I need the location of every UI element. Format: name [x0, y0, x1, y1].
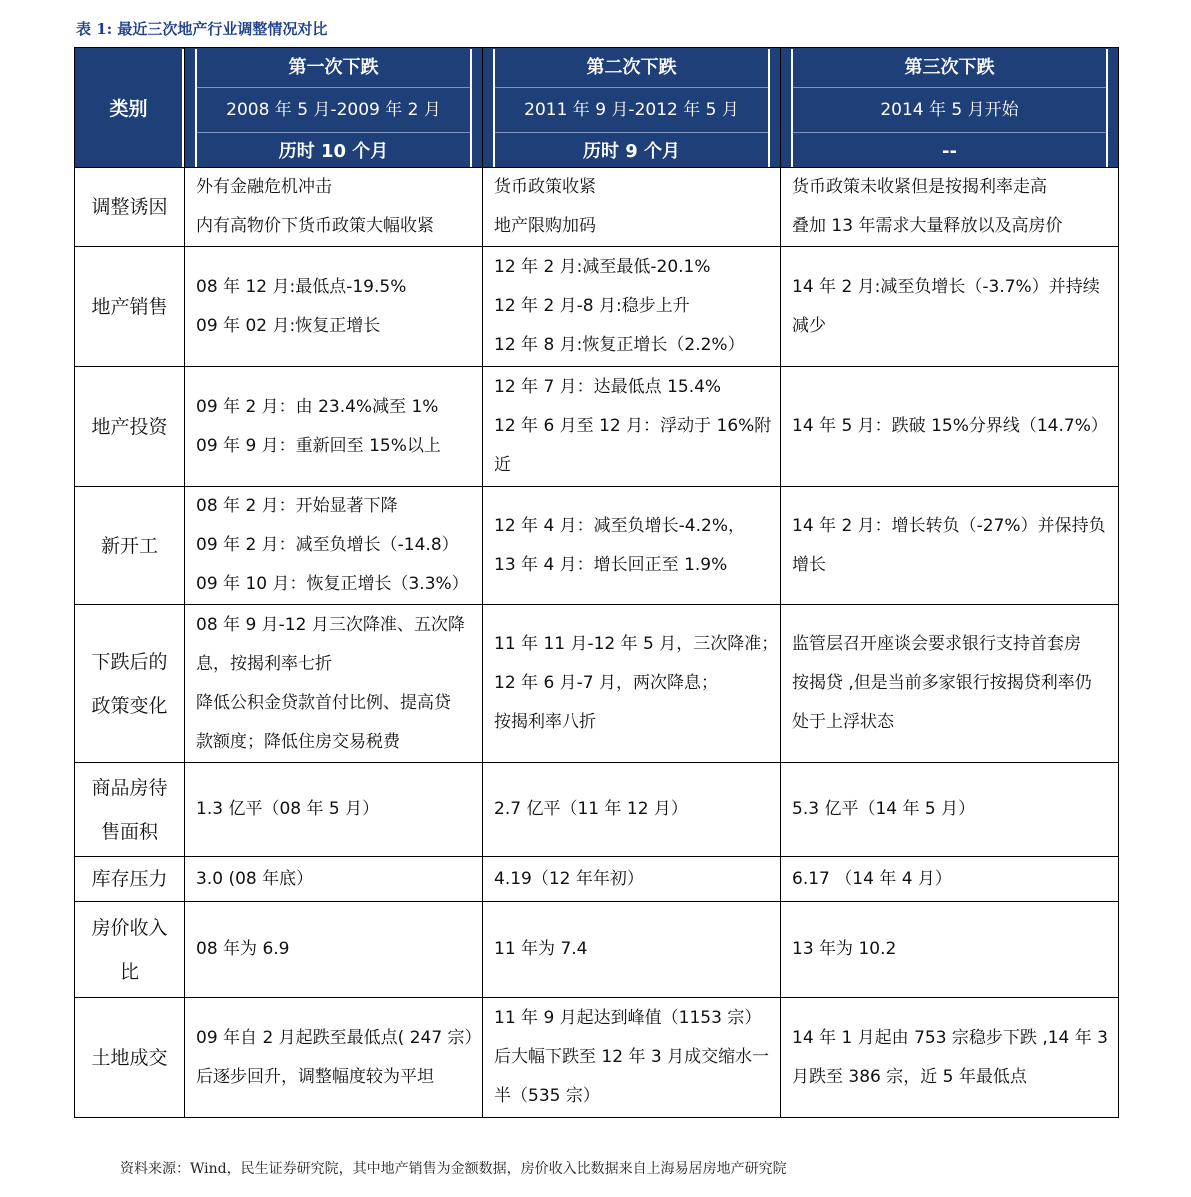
cell-line: 叠加 13 年需求大量释放以及高房价 — [792, 216, 1063, 236]
header-category-label: 类别 — [109, 98, 148, 120]
cell-line: 13 年为 10.2 — [792, 939, 897, 959]
row-cell — [483, 247, 781, 367]
row-cell — [185, 487, 483, 605]
row-cell — [185, 247, 483, 367]
cell-line: 12 年 8 月:恢复正增长（2.2%） — [494, 335, 745, 355]
header-period-3 — [781, 48, 1119, 168]
category-line: 库存压力 — [91, 868, 168, 890]
cell-line: 11 年 11 月-12 年 5 月，三次降准； — [494, 634, 779, 654]
period-name: 第二次下跌 — [495, 49, 768, 88]
header-category-cell — [75, 48, 185, 168]
cell-line: 4.19（12 年年初） — [494, 868, 644, 889]
category-line: 土地成交 — [91, 1046, 168, 1069]
category-line: 房价收入 — [91, 916, 168, 939]
cell-line: 处于上浮状态 — [792, 712, 894, 732]
cell-line: 近 — [494, 455, 511, 475]
period-duration: 历时 10 个月 — [278, 140, 389, 162]
row-cell — [185, 168, 483, 247]
cell-line: 12 年 7 月：达最低点 15.4% — [494, 377, 722, 397]
row-cell — [483, 857, 781, 902]
row-cell — [781, 998, 1119, 1118]
category-line: 地产销售 — [91, 295, 168, 318]
row-category — [75, 367, 185, 487]
cell-line: 2.7 亿平（11 年 12 月） — [494, 799, 688, 819]
cell-line: 内有高物价下货币政策大幅收紧 — [196, 216, 434, 236]
cell-line: 14 年 2 月:减至负增长（-3.7%）并持续 — [792, 276, 1100, 297]
cell-line: 1.3 亿平（08 年 5 月） — [196, 799, 380, 819]
cell-line: 11 年为 7.4 — [494, 939, 588, 959]
table-row — [75, 902, 1119, 998]
category-line: 政策变化 — [91, 694, 168, 717]
table-row — [75, 763, 1119, 857]
cell-line: 货币政策收紧 — [494, 177, 596, 197]
row-cell — [781, 168, 1119, 247]
row-category — [75, 857, 185, 902]
period-name: 第三次下跌 — [793, 49, 1106, 88]
row-cell — [185, 605, 483, 763]
row-cell — [185, 367, 483, 487]
cell-line: 09 年 2 月：由 23.4%减至 1% — [196, 396, 439, 417]
row-cell — [185, 763, 483, 857]
cell-line: 3.0 (08 年底） — [196, 868, 314, 889]
period-range: 2008 年 5 月-2009 年 2 月 — [197, 88, 470, 133]
cell-line: 11 年 9 月起达到峰值（1153 宗） — [494, 1008, 762, 1028]
header-row — [75, 48, 1119, 168]
cell-line: 按揭利率八折 — [494, 712, 596, 732]
cell-line: 09 年 9 月：重新回至 15%以上 — [196, 435, 441, 456]
row-category — [75, 902, 185, 998]
cell-line: 减少 — [792, 315, 826, 336]
row-category — [75, 605, 185, 763]
row-category — [75, 168, 185, 247]
cell-line: 12 年 2 月:减至最低-20.1% — [494, 257, 711, 277]
cell-line: 5.3 亿平（14 年 5 月） — [792, 799, 976, 819]
row-category — [75, 998, 185, 1118]
cell-line: 月跌至 386 宗，近 5 年最低点 — [792, 1066, 1027, 1087]
category-line: 比 — [119, 960, 139, 983]
cell-line: 14 年 1 月起由 753 宗稳步下跌 ,14 年 3 — [792, 1027, 1108, 1048]
row-cell — [781, 247, 1119, 367]
cell-line: 09 年 2 月：减至负增长（-14.8） — [196, 535, 459, 555]
table-row — [75, 247, 1119, 367]
cell-line: 后大幅下跌至 12 年 3 月成交缩水一 — [494, 1047, 770, 1067]
period-range: 2014 年 5 月开始 — [793, 88, 1106, 133]
table-row — [75, 998, 1119, 1118]
cell-line: 08 年为 6.9 — [196, 939, 290, 959]
header-period-2 — [483, 48, 781, 168]
cell-line: 款额度；降低住房交易税费 — [196, 731, 400, 752]
cell-line: 后逐步回升，调整幅度较为平坦 — [196, 1066, 434, 1087]
category-line: 下跌后的 — [91, 650, 168, 673]
row-cell — [781, 857, 1119, 902]
cell-line: 按揭贷 ,但是当前多家银行按揭贷利率仍 — [792, 673, 1092, 693]
header-period-1 — [185, 48, 483, 168]
cell-line: 09 年自 2 月起跌至最低点( 247 宗） — [196, 1027, 482, 1048]
row-cell — [483, 168, 781, 247]
row-cell — [781, 487, 1119, 605]
cell-line: 14 年 5 月：跌破 15%分界线（14.7%） — [792, 416, 1108, 436]
row-cell — [483, 367, 781, 487]
comparison-table — [74, 47, 1119, 1118]
period-range: 2011 年 9 月-2012 年 5 月 — [495, 88, 768, 133]
category-line: 调整诱因 — [91, 196, 168, 218]
category-line: 地产投资 — [91, 415, 168, 438]
category-line: 新开工 — [100, 534, 158, 557]
cell-line: 半（535 宗） — [494, 1086, 600, 1106]
row-category — [75, 763, 185, 857]
cell-line: 14 年 2 月：增长转负（-27%）并保持负 — [792, 515, 1106, 536]
cell-line: 6.17 （14 年 4 月） — [792, 868, 952, 889]
cell-line: 08 年 2 月：开始显著下降 — [196, 496, 398, 516]
cell-line: 监管层召开座谈会要求银行支持首套房 — [792, 634, 1081, 654]
row-cell — [483, 487, 781, 605]
cell-line: 12 年 4 月：减至负增长-4.2%， — [494, 515, 745, 536]
cell-line: 08 年 9 月-12 月三次降准、五次降 — [196, 614, 465, 635]
cell-line: 增长 — [792, 554, 826, 575]
period-duration: 历时 9 个月 — [582, 140, 681, 162]
row-cell — [781, 367, 1119, 487]
row-category — [75, 247, 185, 367]
cell-line: 09 年 02 月:恢复正增长 — [196, 315, 381, 336]
row-cell — [185, 902, 483, 998]
cell-line: 息，按揭利率七折 — [196, 653, 332, 674]
cell-line: 12 年 6 月-7 月，两次降息； — [494, 673, 719, 693]
cell-line: 货币政策未收紧但是按揭利率走高 — [792, 177, 1047, 197]
row-cell — [483, 763, 781, 857]
cell-line: 外有金融危机冲击 — [196, 177, 332, 197]
row-cell — [483, 998, 781, 1118]
table-row — [75, 367, 1119, 487]
cell-line: 降低公积金贷款首付比例、提高贷 — [196, 692, 451, 713]
cell-line: 13 年 4 月：增长回正至 1.9% — [494, 554, 728, 575]
table-row — [75, 605, 1119, 763]
period-name: 第一次下跌 — [197, 49, 470, 88]
row-cell — [483, 902, 781, 998]
table-title: 表 1: 最近三次地产行业调整情况对比 — [76, 20, 328, 38]
cell-line: 12 年 2 月-8 月:稳步上升 — [494, 296, 690, 316]
table-row — [75, 487, 1119, 605]
source-note: 资料来源：Wind，民生证券研究院，其中地产销售为金额数据，房价收入比数据来自上海易居房地产研究院 — [120, 1161, 787, 1177]
period-duration: -- — [942, 140, 957, 162]
category-line: 商品房待 — [91, 776, 168, 799]
row-cell — [483, 605, 781, 763]
cropped-text-strip — [76, 0, 716, 4]
row-category — [75, 487, 185, 605]
cell-line: 09 年 10 月：恢复正增长（3.3%） — [196, 574, 469, 594]
row-cell — [781, 763, 1119, 857]
cell-line: 12 年 6 月至 12 月：浮动于 16%附 — [494, 416, 772, 436]
row-cell — [781, 902, 1119, 998]
table-row — [75, 857, 1119, 902]
table-row — [75, 168, 1119, 247]
row-cell — [781, 605, 1119, 763]
category-line: 售面积 — [100, 820, 158, 843]
cell-line: 08 年 12 月:最低点-19.5% — [196, 276, 407, 297]
row-cell — [185, 857, 483, 902]
cell-line: 地产限购加码 — [494, 216, 596, 236]
row-cell — [185, 998, 483, 1118]
